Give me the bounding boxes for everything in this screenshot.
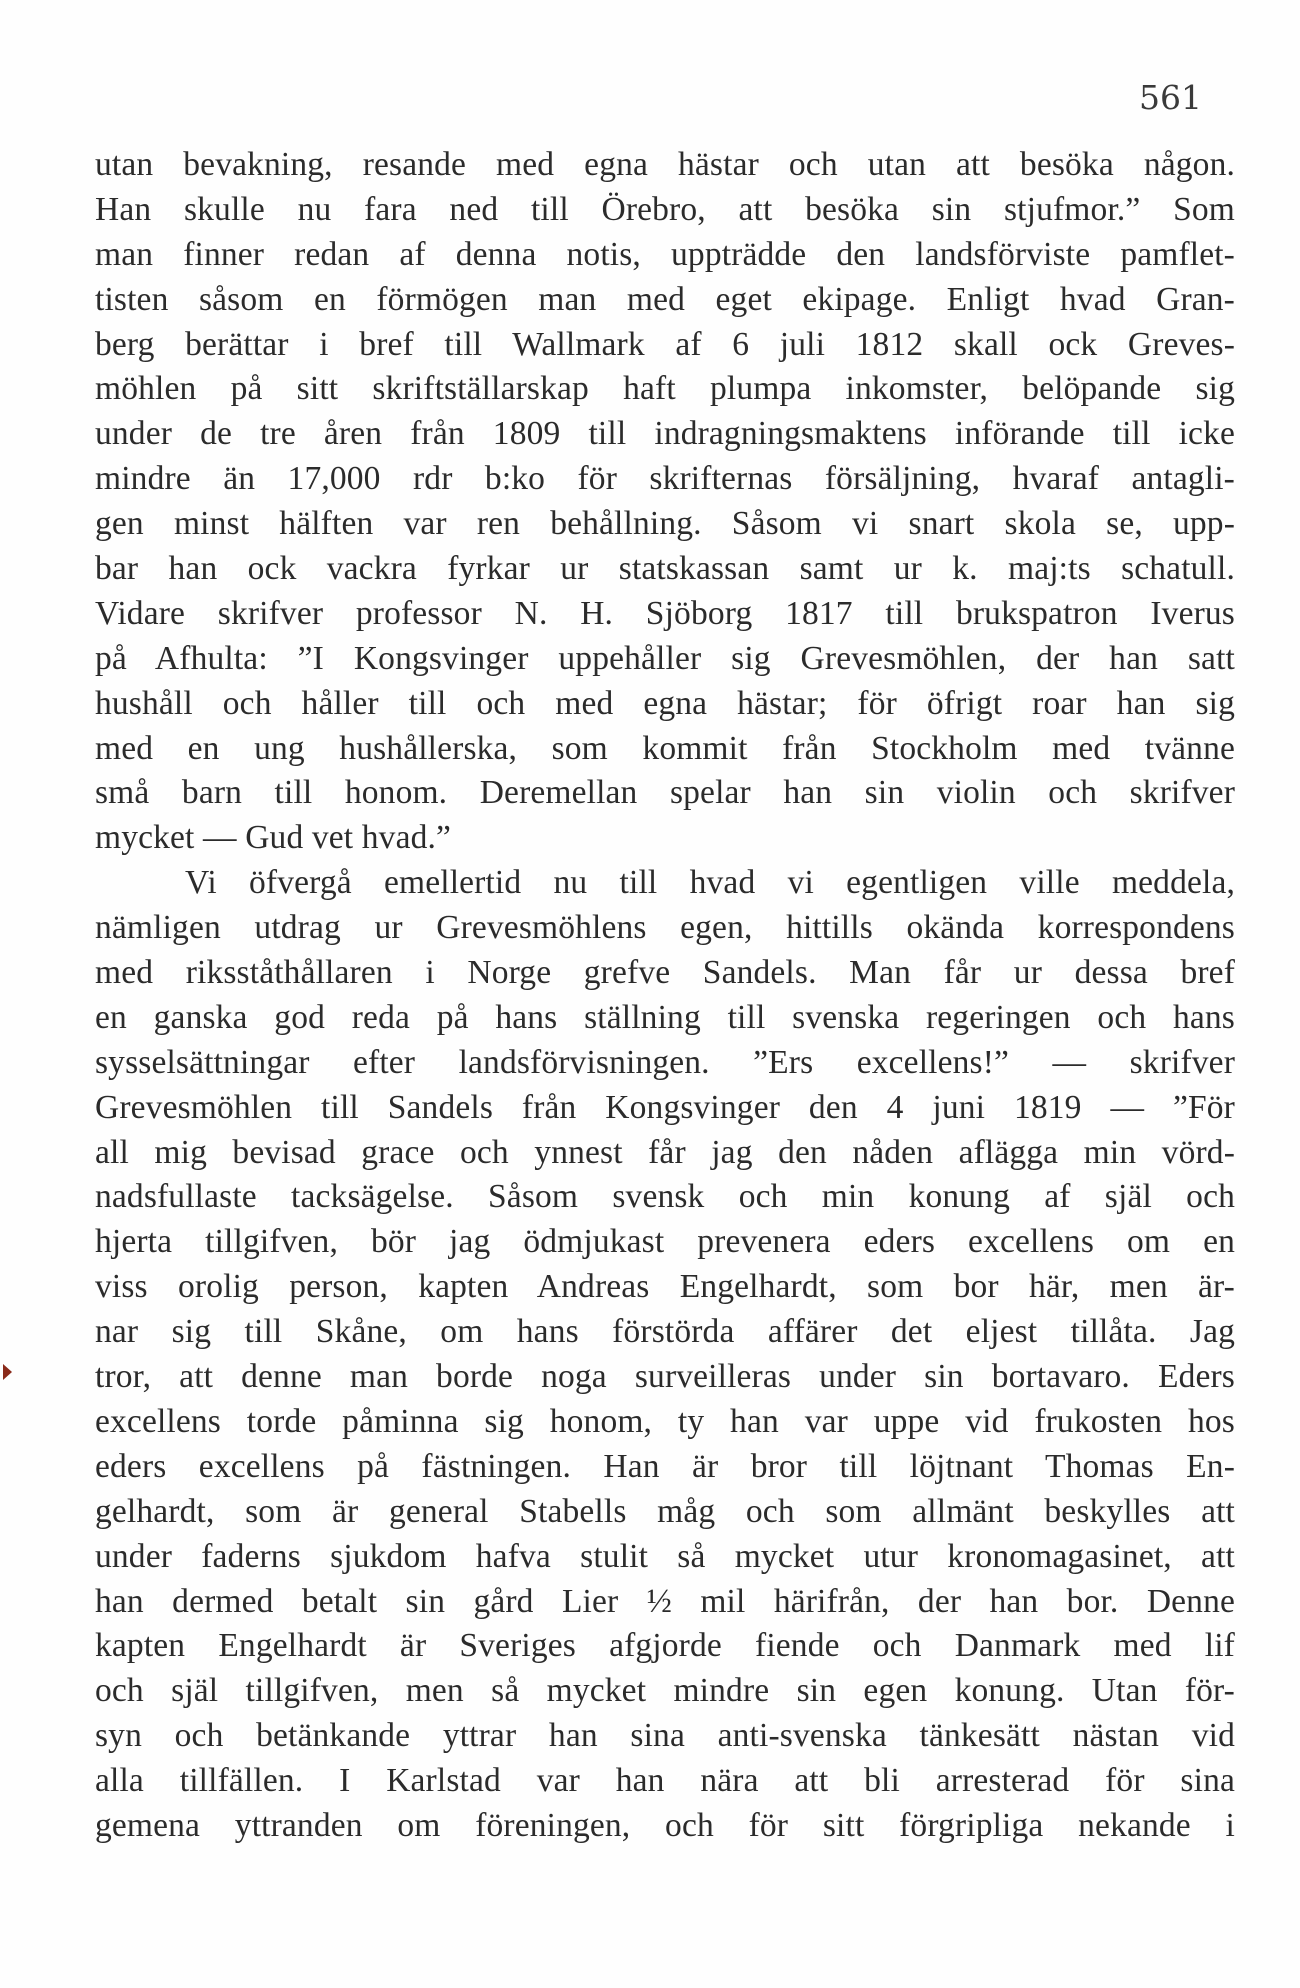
text-line: Vidare skrifver professor N. H. Sjöborg 1817 till brukspatron Iverus [95,594,1235,632]
text-line: kapten Engelhardt är Sveriges afgjorde fiende och Danmark med lif [95,1627,1235,1665]
text-line: tisten såsom en förmögen man med eget ekipage. Enligt hvad Gran- [95,280,1235,318]
text-line: mindre än 17,000 rdr b:ko för skrifternas försäljning, hvaraf antagli- [95,460,1235,498]
text-line: med en ung hushållerska, som kommit från Stockholm med tvänne [95,729,1235,767]
text-line: gelhardt, som är general Stabells måg och som allmänt beskylles att [95,1492,1235,1530]
text-line: nämligen utdrag ur Grevesmöhlens egen, hittills okända korrespondens [95,909,1235,947]
text-line-paragraph-start: Vi öfvergå emellertid nu till hvad vi egentligen ville meddela, [185,864,1235,902]
text-line: hjerta tillgifven, bör jag ödmjukast prevenera eders excellens om en [95,1223,1235,1261]
text-line: hushåll och håller till och med egna hästar; för öfrigt roar han sig [95,684,1235,722]
text-line: nar sig till Skåne, om hans förstörda affärer det eljest tillåta. Jag [95,1313,1235,1351]
text-line: under de tre åren från 1809 till indragningsmaktens införande till icke [95,415,1235,453]
text-line: sysselsättningar efter landsförvisningen. ”Ers excellens!” — skrifver [95,1043,1235,1081]
text-line: han dermed betalt sin gård Lier ½ mil härifrån, der han bor. Denne [95,1582,1235,1620]
page-number: 561 [1139,78,1202,117]
text-line: man finner redan af denna notis, uppträdde den landsförviste pamflet- [95,235,1235,273]
text-line: små barn till honom. Deremellan spelar han sin violin och skrifver [95,774,1235,812]
text-line: eders excellens på fästningen. Han är bror till löjtnant Thomas En- [95,1447,1235,1485]
body-text [95,143,1235,1849]
text-line: gen minst hälften var ren behållning. Såsom vi snart skola se, upp- [95,505,1235,543]
text-line: syn och betänkande yttrar han sina anti-svenska tänkesätt nästan vid [95,1717,1235,1755]
text-line: med riksståthållaren i Norge grefve Sandels. Man får ur dessa bref [95,954,1235,992]
text-line: under faderns sjukdom hafva stulit så mycket utur kronomagasinet, att [95,1537,1235,1575]
text-line: utan bevakning, resande med egna hästar och utan att besöka någon. [95,146,1235,183]
text-line: tror, att denne man borde noga surveilleras under sin bortavaro. Eders [95,1358,1235,1396]
text-line: på Afhulta: ”I Kongsvinger uppehåller sig Grevesmöhlen, der han satt [95,639,1235,677]
text-line: möhlen på sitt skriftställarskap haft plumpa inkomster, belöpande sig [95,370,1235,408]
text-line: alla tillfällen. I Karlstad var han nära att bli arresterad för sina [95,1762,1235,1800]
text-line: excellens torde påminna sig honom, ty han var uppe vid frukosten hos [95,1402,1235,1440]
text-line: nadsfullaste tacksägelse. Såsom svensk och min konung af själ och [95,1178,1235,1216]
margin-marker [3,1364,12,1380]
text-line: Grevesmöhlen till Sandels från Kongsvinger den 4 juni 1819 — ”För [95,1088,1235,1126]
text-line: en ganska god reda på hans ställning till svenska regeringen och hans [95,998,1235,1036]
text-line: och själ tillgifven, men så mycket mindre sin egen konung. Utan för- [95,1672,1235,1710]
text-line: gemena yttranden om föreningen, och för sitt förgripliga nekande i [95,1806,1235,1844]
text-line: Han skulle nu fara ned till Örebro, att besöka sin stjufmor.” Som [95,190,1235,228]
text-line: viss orolig person, kapten Andreas Engelhardt, som bor här, men är- [95,1268,1235,1306]
text-line-paragraph-end: mycket — Gud vet hvad.” [95,819,452,857]
text-line: bar han ock vackra fyrkar ur statskassan samt ur k. maj:ts schatull. [95,550,1235,588]
text-line: all mig bevisad grace och ynnest får jag den nåden aflägga min vörd- [95,1133,1235,1171]
text-line: berg berättar i bref till Wallmark af 6 juli 1812 skall ock Greves- [95,325,1235,363]
